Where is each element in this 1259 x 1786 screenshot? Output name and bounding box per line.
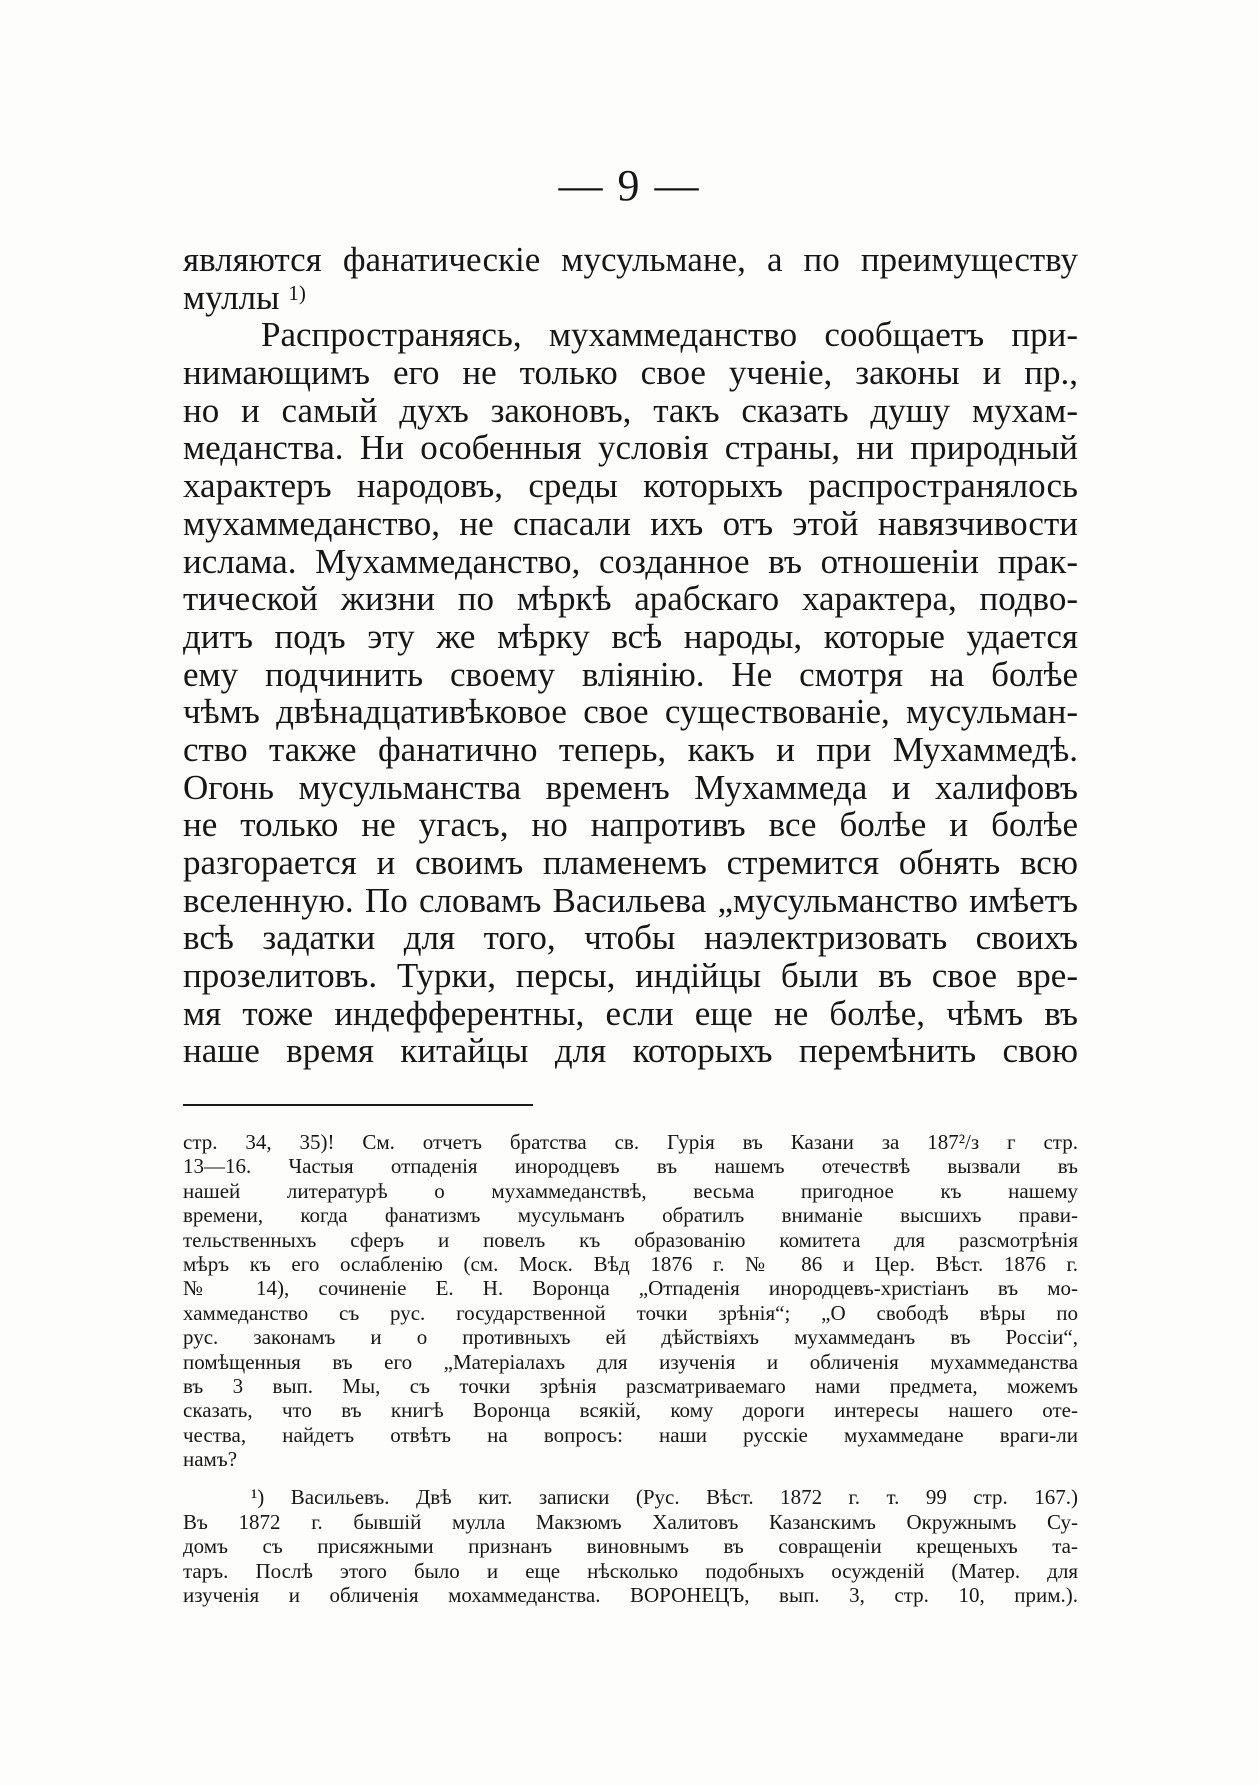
text-line: дитъ подъ эту же мѣрку всѣ народы, которые удается (183, 616, 1078, 656)
text-line: мя тоже индефферентны, если еще не болѣе, чѣмъ въ (183, 993, 1078, 1033)
footnote-reference: 1) (288, 280, 306, 305)
text-line: меданства. Ни особенныя условія страны, ни природный (183, 428, 1078, 468)
footnote-continued-line: рус. законамъ и о противныхъ ей дѣйствіяхъ мухаммеданъ въ Россіи“, (183, 1325, 1078, 1350)
footnote-spacer (183, 1471, 1078, 1485)
text-line: Огонь мусульманства временъ Мухаммеда и халифовъ (183, 767, 1078, 807)
text-line-content: муллы (183, 277, 280, 317)
text-line: всѣ задатки для того, чтобы наэлектризовать своихъ (183, 918, 1078, 958)
footnote-continued-line: тельственныхъ сферъ и повелъ къ образованію комитета для разсмотрѣнія (183, 1227, 1078, 1252)
footnote-1-line: домъ съ присяжными признанъ виновнымъ въ совращеніи крещеныхъ та- (183, 1534, 1078, 1559)
text-line: ислама. Мухаммеданство, созданное въ отношеніи прак- (183, 541, 1078, 581)
text-line: нимающимъ его не только свое ученіе, законы и пр., (183, 353, 1078, 393)
text-line: ство также фанатично теперь, какъ и при Мухаммедѣ. (183, 729, 1078, 769)
footnote-1-first-line: ¹) Васильевъ. Двѣ кит. записки (Рус. Вѣст. 1872 г. т. 99 стр. 167.) (251, 1485, 1078, 1510)
text-line: не только не угасъ, но напротивъ все болѣе и болѣе (183, 805, 1078, 845)
text-line: являются фанатическіе мусульмане, а по преимуществу (183, 240, 1078, 279)
text-line: чѣмъ двѣнадцативѣковое свое существованіе, мусульман- (183, 692, 1078, 732)
text-line: прозелитовъ. Турки, персы, индійцы были въ свое вре- (183, 956, 1078, 996)
footnote-1-line: таръ. Послѣ этого было и еще нѣсколько подобныхъ осужденій (Матер. для (183, 1558, 1078, 1583)
text-line: мухаммеданство, не спасали ихъ отъ этой навязчивости (183, 503, 1078, 543)
footnote-continued-line: чества, найдетъ отвѣтъ на вопросъ: наши русскіе мухаммедане враги-ли (183, 1422, 1078, 1447)
footnote-divider (183, 1104, 533, 1106)
main-text (183, 241, 1078, 1070)
text-line-with-footnote (183, 279, 1078, 317)
text-line: наше время китайцы для которыхъ перемѣнить свою (183, 1031, 1078, 1071)
page-number: — 9 — (558, 161, 701, 210)
footnote-continued-line: сказать, что въ книгѣ Воронца всякій, кому дороги интересы нашего оте- (183, 1398, 1078, 1423)
footnote-continued-line: 13—16. Частыя отпаденія инородцевъ въ нашемъ отечествѣ вызвали въ (183, 1154, 1078, 1179)
footnote-1-line: Въ 1872 г. бывшій мулла Макзюмъ Халитовъ Казанскимъ Окружнымъ Су- (183, 1509, 1078, 1534)
footnotes (183, 1130, 1078, 1607)
footnote-continued-line: времени, когда фанатизмъ мусульманъ обратилъ вниманіе высшихъ прави- (183, 1203, 1078, 1228)
paragraph-first-line: Распространяясь, мухаммеданство сообщаетъ при- (261, 315, 1078, 355)
text-line: вселенную. По словамъ Васильева „мусульманство имѣетъ (183, 880, 1078, 920)
footnote-1-line: изученія и обличенія мохаммеданства. ВОРОНЕЦЪ, вып. 3, стр. 10, прим.). (183, 1583, 1078, 1608)
footnote-continued-line: № 14), сочиненіе Е. Н. Воронца „Отпаденія инородцевъ-христіанъ въ мо- (183, 1276, 1078, 1301)
footnote-continued-line: въ 3 вып. Мы, съ точки зрѣнія разсматриваемаго нами предмета, можемъ (183, 1373, 1078, 1398)
text-line: разгорается и своимъ пламенемъ стремится обнять всю (183, 843, 1078, 882)
footnote-continued-line: хаммеданство съ рус. государственной точки зрѣнія“; „О свободѣ вѣры по (183, 1300, 1078, 1325)
text-line: тической жизни по мѣркѣ арабскаго характера, подво- (183, 579, 1078, 619)
footnote-continued-line: нашей литературѣ о мухаммеданствѣ, весьма пригодное къ нашему (183, 1178, 1078, 1203)
footnote-continued-line: мѣръ къ его ослабленію (см. Моск. Вѣд 1876 г. № 86 и Цер. Вѣст. 1876 г. (183, 1251, 1078, 1276)
footnote-continued-line: помѣщенныя въ его „Матеріалахъ для изученія и обличенія мухаммеданства (183, 1349, 1078, 1374)
text-line: но и самый духъ законовъ, такъ сказать душу мухам- (183, 390, 1078, 430)
text-line: ему подчинить своему вліянію. Не смотря на болѣе (183, 654, 1078, 694)
footnote-continued-line: намъ? (183, 1447, 238, 1472)
footnote-continued-line: стр. 34, 35)! См. отчетъ братства св. Гурія въ Казани за 187²/з г стр. (183, 1130, 1078, 1154)
text-line: характеръ народовъ, среды которыхъ распространялось (183, 466, 1078, 506)
